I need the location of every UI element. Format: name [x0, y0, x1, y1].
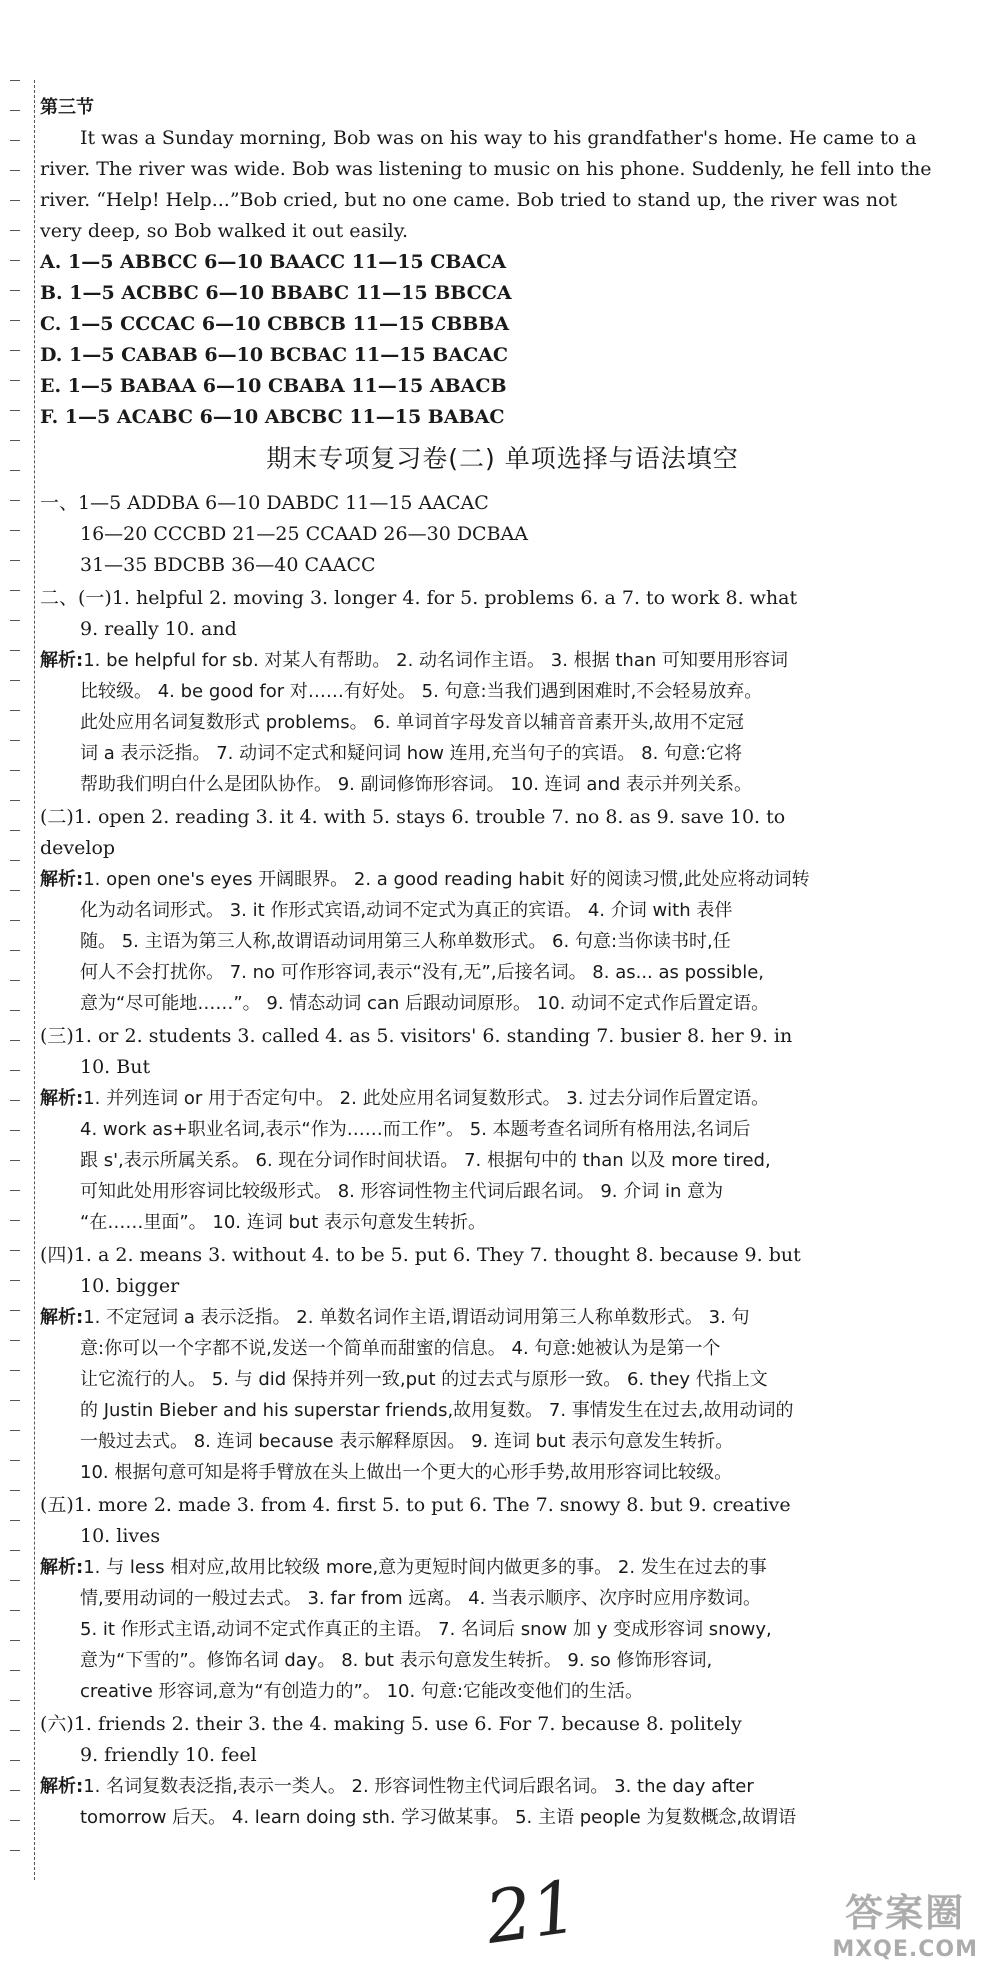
- margin-tick: [10, 110, 20, 111]
- analysis-label: 解析:: [40, 1307, 84, 1328]
- margin-tick: [10, 1340, 20, 1341]
- margin-tick: [10, 1220, 20, 1221]
- analysis-line: 意:你可以一个字都不说,发送一个简单而甜蜜的信息。 4. 句意:她被认为是第一个: [80, 1338, 721, 1359]
- margin-tick: [10, 1760, 20, 1761]
- margin-tick: [10, 260, 20, 261]
- watermark-text: 答案圈: [845, 1891, 966, 1935]
- margin-tick: [10, 920, 20, 921]
- passage-line: river. The river was wide. Bob was listening to music on his phone. Suddenly, he fell into the: [40, 158, 932, 180]
- answer-block-4: [40, 1240, 965, 1488]
- margin-tick: [10, 1010, 20, 1011]
- margin-tick: [10, 680, 20, 681]
- answer-line: 10. But: [80, 1056, 151, 1078]
- answer-block-3: [40, 1021, 965, 1238]
- margin-tick: [10, 980, 20, 981]
- margin-tick: [10, 1670, 20, 1671]
- analysis-label: 解析:: [40, 869, 84, 890]
- margin-tick: [10, 1130, 20, 1131]
- margin-tick: [10, 1580, 20, 1581]
- analysis-line: 4. work as+职业名词,表示“作为……而工作”。 5. 本题考查名词所有格用法,名词后: [80, 1119, 751, 1140]
- section-heading: 第三节: [40, 97, 94, 118]
- answer-line: (三)1. or 2. students 3. called 4. as 5. visitors' 6. standing 7. busier 8. her 9. in: [40, 1025, 793, 1047]
- margin-tick: [10, 800, 20, 801]
- answer-block-1: [40, 583, 965, 800]
- analysis-label: 解析:: [40, 650, 84, 671]
- answer-line: 31—35 BDCBB 36—40 CAACC: [80, 554, 376, 576]
- margin-tick: [10, 1850, 20, 1851]
- margin-tick: [10, 350, 20, 351]
- analysis-line: 跟 s',表示所属关系。 6. 现在分词作时间状语。 7. 根据句中的 than 以及 more tired,: [80, 1150, 771, 1171]
- answer-block-5: [40, 1490, 965, 1707]
- answer-line: 16—20 CCCBD 21—25 CCAAD 26—30 DCBAA: [80, 523, 528, 545]
- margin-tick: [10, 380, 20, 381]
- margin-tick: [10, 290, 20, 291]
- answer-list-section3: [40, 247, 965, 433]
- margin-tick: [10, 1790, 20, 1791]
- margin-tick: [10, 1730, 20, 1731]
- analysis-label: 解析:: [40, 1557, 84, 1578]
- answer-block-2: [40, 802, 965, 1019]
- binding-margin-line: [8, 80, 35, 1880]
- margin-tick: [10, 1190, 20, 1191]
- analysis-line: 让它流行的人。 5. 与 did 保持并列一致,put 的过去式与原形一致。 6. they 代指上文: [80, 1369, 768, 1390]
- answer-line: (六)1. friends 2. their 3. the 4. making 5. use 6. For 7. because 8. politely: [40, 1713, 742, 1735]
- analysis-line: 的 Justin Bieber and his superstar friends,故用复数。 7. 事情发生在过去,故用动词的: [80, 1400, 794, 1421]
- analysis-label: 解析:: [40, 1776, 84, 1797]
- analysis-line: 何人不会打扰你。 7. no 可作形容词,表示“没有,无”,后接名词。 8. as... as possible,: [80, 962, 765, 983]
- margin-tick: [10, 140, 20, 141]
- answer-line: 二、(一)1. helpful 2. moving 3. longer 4. for 5. problems 6. a 7. to work 8. what: [40, 587, 798, 609]
- analysis-line: “在……里面”。 10. 连词 but 表示句意发生转折。: [80, 1212, 487, 1233]
- margin-tick: [10, 620, 20, 621]
- margin-tick: [10, 530, 20, 531]
- margin-tick: [10, 1550, 20, 1551]
- answer-line: 10. lives: [80, 1525, 161, 1547]
- answer-line: C. 1—5 CCCAC 6—10 CBBCB 11—15 CBBBA: [40, 313, 510, 335]
- passage: [40, 123, 965, 247]
- margin-tick: [10, 230, 20, 231]
- margin-tick: [10, 560, 20, 561]
- margin-tick: [10, 1370, 20, 1371]
- margin-tick: [10, 1040, 20, 1041]
- margin-tick: [10, 710, 20, 711]
- answer-line: (四)1. a 2. means 3. without 4. to be 5. put 6. They 7. thought 8. because 9. but: [40, 1244, 801, 1266]
- analysis-line: 1. 与 less 相对应,故用比较级 more,意为更短时间内做更多的事。 2. 发生在过去的事: [83, 1557, 767, 1578]
- answer-line: B. 1—5 ACBBC 6—10 BBABC 11—15 BBCCA: [40, 282, 512, 304]
- margin-tick: [10, 410, 20, 411]
- margin-tick: [10, 1430, 20, 1431]
- margin-tick: [10, 1460, 20, 1461]
- margin-tick: [10, 1100, 20, 1101]
- answer-line: 9. really 10. and: [80, 618, 237, 640]
- margin-tick: [10, 1700, 20, 1701]
- analysis-line: 情,要用动词的一般过去式。 3. far from 远离。 4. 当表示顺序、次序时应用序数词。: [80, 1588, 762, 1609]
- analysis-line: 5. it 作形式主语,动词不定式作真正的主语。 7. 名词后 snow 加 y 变成形容词 snowy,: [80, 1619, 772, 1640]
- answer-line: D. 1—5 CABAB 6—10 BCBAC 11—15 BACAC: [40, 344, 509, 366]
- analysis-line: 此处应用名词复数形式 problems。 6. 单词首字母发音以辅音音素开头,故用不定冠: [80, 712, 744, 733]
- margin-tick: [10, 590, 20, 591]
- answer-line: 10. bigger: [80, 1275, 180, 1297]
- margin-tick: [10, 1520, 20, 1521]
- analysis-line: creative 形容词,意为“有创造力的”。 10. 句意:它能改变他们的生活。: [80, 1681, 644, 1702]
- analysis-line: 随。 5. 主语为第三人称,故谓语动词用第三人称单数形式。 6. 句意:当你读书时,任: [80, 931, 731, 952]
- answer-line: (二)1. open 2. reading 3. it 4. with 5. stays 6. trouble 7. no 8. as 9. save 10. to: [40, 806, 786, 828]
- margin-tick: [10, 1250, 20, 1251]
- analysis-line: 1. open one's eyes 开阔眼界。 2. a good reading habit 好的阅读习惯,此处应将动词转: [83, 869, 810, 890]
- analysis-line: 可知此处用形容词比较级形式。 8. 形容词性物主代词后跟名词。 9. 介词 in 意为: [80, 1181, 724, 1202]
- margin-tick: [10, 1640, 20, 1641]
- handwritten-page-number: 21: [480, 1864, 584, 1960]
- margin-tick: [10, 1820, 20, 1821]
- margin-tick: [10, 1400, 20, 1401]
- margin-tick: [10, 440, 20, 441]
- analysis-label: 解析:: [40, 1088, 84, 1109]
- answer-line: 一、1—5 ADDBA 6—10 DABDC 11—15 AACAC: [40, 492, 489, 514]
- analysis-line: 10. 根据句意可知是将手臂放在头上做出一个更大的心形手势,故用形容词比较级。: [80, 1462, 733, 1483]
- margin-tick: [10, 890, 20, 891]
- analysis-line: 比较级。 4. be good for 对……有好处。 5. 句意:当我们遇到困难时,不会轻易放弃。: [80, 681, 763, 702]
- analysis-line: 一般过去式。 8. 连词 because 表示解释原因。 9. 连词 but 表示句意发生转折。: [80, 1431, 734, 1452]
- margin-tick: [10, 80, 20, 81]
- answer-line: 9. friendly 10. feel: [80, 1744, 257, 1766]
- analysis-line: 1. be helpful for sb. 对某人有帮助。 2. 动名词作主语。 3. 根据 than 可知要用形容词: [83, 650, 788, 671]
- part1-answers: [40, 488, 965, 581]
- analysis-line: 1. 不定冠词 a 表示泛指。 2. 单数名词作主语,谓语动词用第三人称单数形式。 3. 句: [83, 1307, 750, 1328]
- answer-line: E. 1—5 BABAA 6—10 CBABA 11—15 ABACB: [40, 375, 507, 397]
- margin-tick: [10, 1160, 20, 1161]
- margin-tick: [10, 950, 20, 951]
- analysis-line: 意为“尽可能地……”。 9. 情态动词 can 后跟动词原形。 10. 动词不定式作后置定语。: [80, 993, 770, 1014]
- analysis-line: 化为动名词形式。 3. it 作形式宾语,动词不定式为真正的宾语。 4. 介词 with 表伴: [80, 900, 733, 921]
- analysis-line: 1. 并列连词 or 用于否定句中。 2. 此处应用名词复数形式。 3. 过去分词作后置定语。: [83, 1088, 770, 1109]
- margin-tick: [10, 1280, 20, 1281]
- site-watermark: [832, 1882, 978, 1962]
- passage-line: river. “Help! Help...”Bob cried, but no one came. Bob tried to stand up, the river was not: [40, 189, 898, 211]
- margin-tick: [10, 770, 20, 771]
- margin-tick: [10, 1310, 20, 1311]
- margin-tick: [10, 1070, 20, 1071]
- margin-tick: [10, 860, 20, 861]
- margin-tick: [10, 1610, 20, 1611]
- passage-line: It was a Sunday morning, Bob was on his way to his grandfather's home. He came to a: [80, 127, 917, 149]
- margin-tick: [10, 1490, 20, 1491]
- margin-tick: [10, 470, 20, 471]
- analysis-line: 1. 名词复数表泛指,表示一类人。 2. 形容词性物主代词后跟名词。 3. the day after: [83, 1776, 754, 1797]
- margin-tick: [10, 740, 20, 741]
- answer-line: develop: [40, 837, 116, 859]
- watermark-url: MXQE.COM: [832, 1937, 978, 1962]
- margin-tick: [10, 320, 20, 321]
- analysis-line: 意为“下雪的”。修饰名词 day。 8. but 表示句意发生转折。 9. so 修饰形容词,: [80, 1650, 713, 1671]
- answer-line: F. 1—5 ACABC 6—10 ABCBC 11—15 BABAC: [40, 406, 505, 428]
- page-title: 期末专项复习卷(二) 单项选择与语法填空: [266, 444, 739, 473]
- margin-tick: [10, 170, 20, 171]
- page-content: [40, 92, 965, 1833]
- margin-tick: [10, 200, 20, 201]
- margin-tick: [10, 650, 20, 651]
- analysis-line: tomorrow 后天。 4. learn doing sth. 学习做某事。 5. 主语 people 为复数概念,故谓语: [80, 1807, 797, 1828]
- analysis-line: 帮助我们明白什么是团队协作。 9. 副词修饰形容词。 10. 连词 and 表示并列关系。: [80, 774, 752, 795]
- answer-block-6: [40, 1709, 965, 1833]
- passage-line: very deep, so Bob walked it out easily.: [40, 220, 409, 242]
- margin-tick: [10, 830, 20, 831]
- analysis-line: 词 a 表示泛指。 7. 动词不定式和疑问词 how 连用,充当句子的宾语。 8. 句意:它将: [80, 743, 743, 764]
- margin-tick: [10, 500, 20, 501]
- answer-line: A. 1—5 ABBCC 6—10 BAACC 11—15 CBACA: [40, 251, 507, 273]
- answer-line: (五)1. more 2. made 3. from 4. first 5. to put 6. The 7. snowy 8. but 9. creative: [40, 1494, 791, 1516]
